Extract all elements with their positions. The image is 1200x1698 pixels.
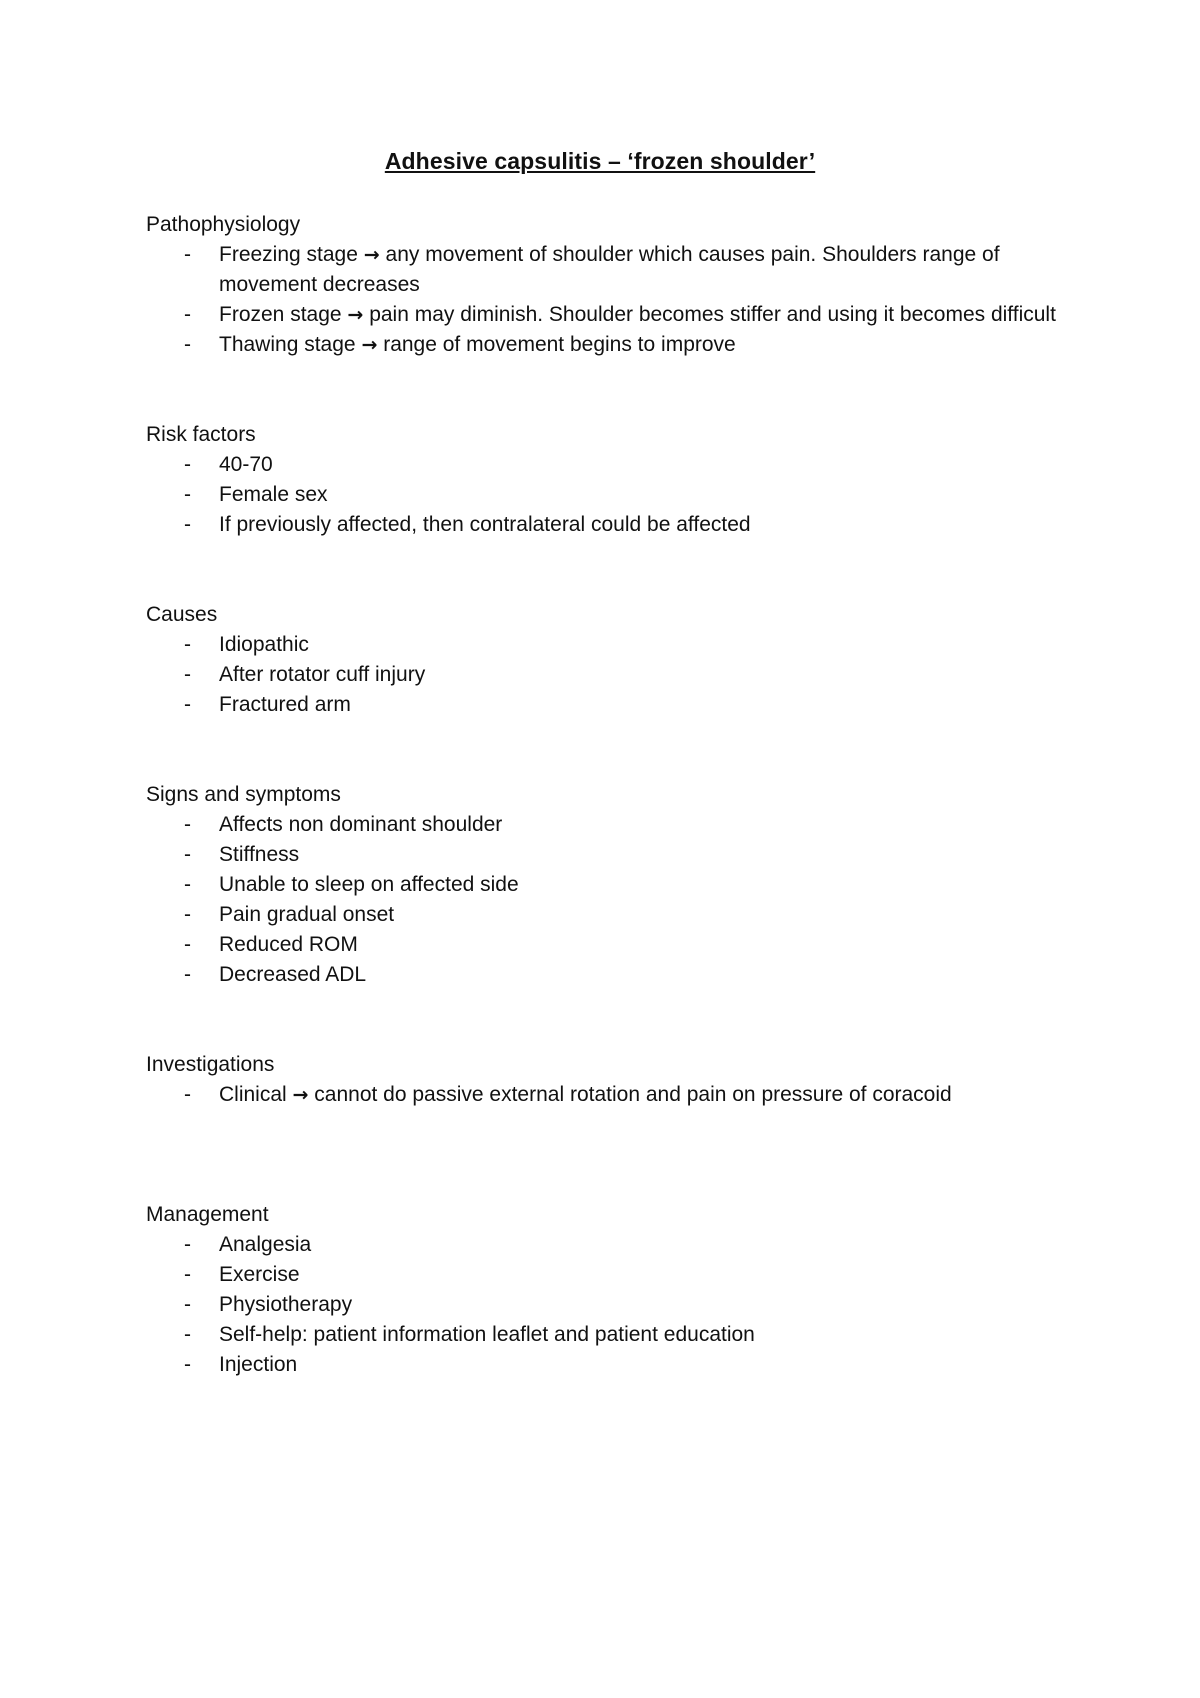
arrow-right-icon: → [292, 1084, 309, 1106]
item-text: any movement of shoulder which causes pain. Shoulders range of movement decreases [219, 243, 1000, 296]
section-heading: Causes [146, 603, 218, 626]
document-title: Adhesive capsulitis – ‘frozen shoulder’ [384, 148, 816, 174]
list-item [146, 960, 1066, 990]
section-heading: Management [146, 1203, 269, 1226]
item-text: Exercise [219, 1263, 300, 1286]
dash-bullet: - [184, 933, 191, 956]
dash-bullet: - [184, 633, 191, 656]
item-text: If previously affected, then contralateral could be affected [219, 513, 751, 536]
section-investigations [146, 1050, 1066, 1110]
dash-bullet: - [184, 693, 191, 716]
item-text: Idiopathic [219, 633, 309, 656]
dash-bullet: - [184, 483, 191, 506]
item-lead: Thawing stage [219, 333, 356, 356]
dash-bullet: - [184, 1233, 191, 1256]
item-text: 40-70 [219, 453, 273, 476]
list-item [146, 480, 1066, 510]
list-item [146, 900, 1066, 930]
document-body [146, 210, 1066, 1380]
dash-bullet: - [184, 243, 191, 266]
spacer [146, 1110, 1066, 1200]
section-pathophysiology [146, 210, 1066, 360]
dash-bullet: - [184, 813, 191, 836]
section-heading: Investigations [146, 1053, 275, 1076]
section-causes [146, 600, 1066, 720]
item-text: cannot do passive external rotation and pain on pressure of coracoid [314, 1083, 952, 1106]
list-item [146, 1320, 1066, 1350]
list-item [146, 810, 1066, 840]
item-lead: Clinical [219, 1083, 287, 1106]
spacer [146, 540, 1066, 600]
item-text: Pain gradual onset [219, 903, 395, 926]
list-item [146, 870, 1066, 900]
item-lead: Frozen stage [219, 303, 342, 326]
dash-bullet: - [184, 663, 191, 686]
arrow-right-icon: → [361, 334, 378, 356]
list-item [146, 450, 1066, 480]
dash-bullet: - [184, 333, 191, 356]
dash-bullet: - [184, 843, 191, 866]
list-item [146, 840, 1066, 870]
item-lead: Freezing stage [219, 243, 358, 266]
spacer [146, 360, 1066, 420]
item-text: Stiffness [219, 843, 300, 866]
list-item [146, 1260, 1066, 1290]
item-text: Unable to sleep on affected side [219, 873, 519, 896]
list-item [146, 330, 1066, 360]
dash-bullet: - [184, 1083, 191, 1106]
list-item [146, 660, 1066, 690]
item-text: Injection [219, 1353, 298, 1376]
bullet-list [146, 1230, 1066, 1380]
list-item [146, 1290, 1066, 1320]
dash-bullet: - [184, 1353, 191, 1376]
list-item [146, 240, 1066, 300]
item-text: After rotator cuff injury [219, 663, 426, 686]
item-text: Self-help: patient information leaflet and patient education [219, 1323, 755, 1346]
item-text: Physiotherapy [219, 1293, 353, 1316]
section-signs-and-symptoms [146, 780, 1066, 990]
bullet-list [146, 810, 1066, 990]
dash-bullet: - [184, 1293, 191, 1316]
item-text: Decreased ADL [219, 963, 367, 986]
section-risk-factors [146, 420, 1066, 540]
dash-bullet: - [184, 963, 191, 986]
list-item [146, 300, 1066, 330]
section-heading: Pathophysiology [146, 213, 301, 236]
list-item [146, 1230, 1066, 1260]
section-heading: Signs and symptoms [146, 783, 341, 806]
spacer [146, 720, 1066, 780]
bullet-list [146, 1080, 1066, 1110]
section-heading: Risk factors [146, 423, 256, 446]
spacer [146, 990, 1066, 1050]
section-management [146, 1200, 1066, 1380]
list-item [146, 690, 1066, 720]
arrow-right-icon: → [347, 304, 364, 326]
list-item [146, 630, 1066, 660]
item-text: Female sex [219, 483, 328, 506]
bullet-list [146, 630, 1066, 720]
dash-bullet: - [184, 303, 191, 326]
item-text: range of movement begins to improve [383, 333, 736, 356]
item-text: Reduced ROM [219, 933, 358, 956]
item-text: Analgesia [219, 1233, 312, 1256]
dash-bullet: - [184, 903, 191, 926]
bullet-list [146, 240, 1066, 360]
dash-bullet: - [184, 453, 191, 476]
list-item [146, 930, 1066, 960]
dash-bullet: - [184, 1323, 191, 1346]
item-text: pain may diminish. Shoulder becomes stiffer and using it becomes difficult [369, 303, 1056, 326]
dash-bullet: - [184, 513, 191, 536]
list-item [146, 510, 1066, 540]
list-item [146, 1080, 1066, 1110]
list-item [146, 1350, 1066, 1380]
item-text: Fractured arm [219, 693, 351, 716]
dash-bullet: - [184, 1263, 191, 1286]
dash-bullet: - [184, 873, 191, 896]
arrow-right-icon: → [363, 244, 380, 266]
item-text: Affects non dominant shoulder [219, 813, 503, 836]
bullet-list [146, 450, 1066, 540]
